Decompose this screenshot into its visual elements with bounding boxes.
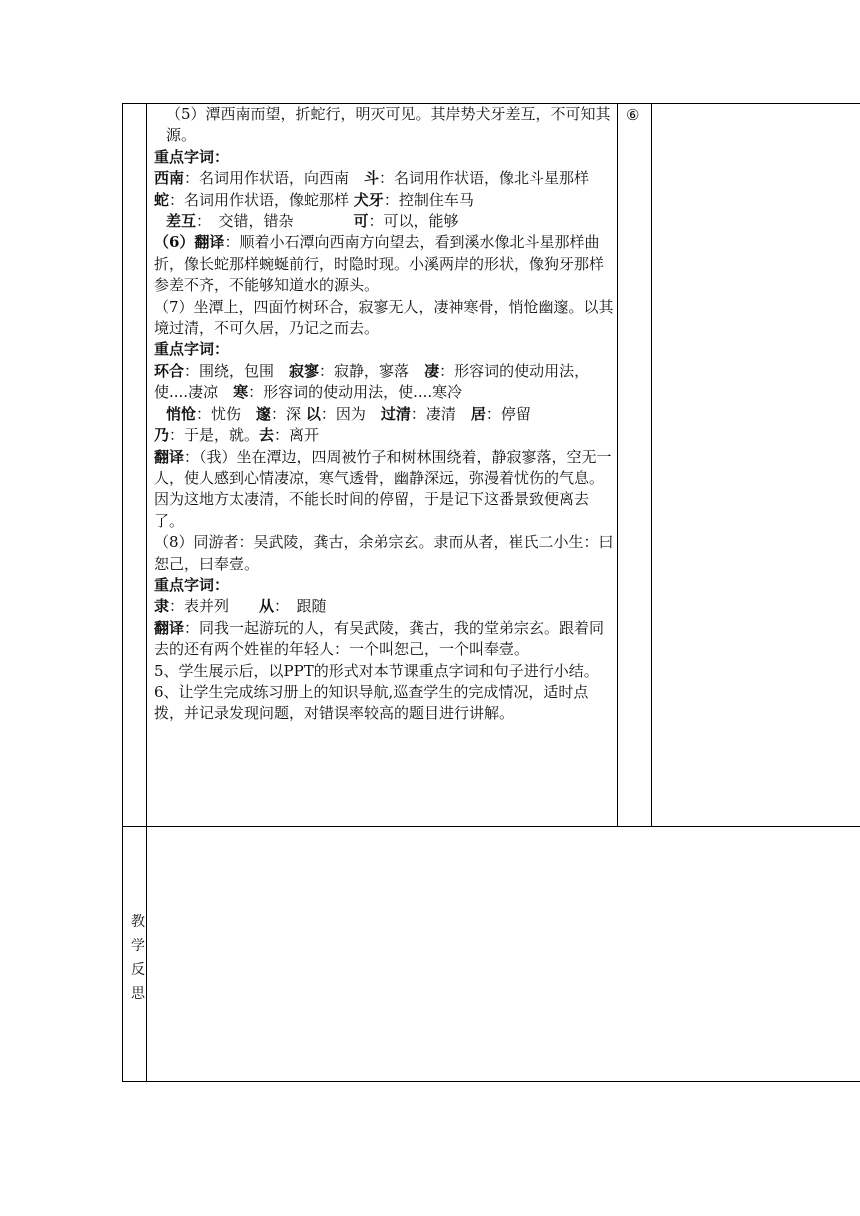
definition: ：围绕，包围 [184,361,290,380]
reflection-char: 思 [131,986,145,1002]
translation-label: 翻译 [154,618,185,637]
term: 可 [353,212,369,231]
definition: ：停留 [485,404,531,423]
definition: ：因为 [320,404,381,423]
column-divider-2 [617,103,618,826]
term: 隶 [154,597,170,616]
definition: ：深 [271,404,306,423]
passage-5: （5）潭西南而望，折蛇行，明灭可见。其岸势犬牙差互，不可知其源。 [166,105,611,145]
definition: ：名词用作状语，向西南 [184,169,365,188]
term: 乃 [154,426,170,445]
table-left-border [122,103,123,1081]
term: 去 [259,426,275,445]
term: 差互 [166,212,197,231]
key-words-line [154,361,616,404]
term: 凄 [424,361,440,380]
translation-label: 翻译 [154,447,185,466]
term: 环合 [154,361,185,380]
reflection-char: 反 [131,962,145,978]
step-5: 5、学生展示后，以PPT的形式对本节课重点字词和句子进行小结。 [154,661,599,680]
definition: ：离开 [274,426,320,445]
key-words-line [154,425,616,446]
definition: ：形容词的使动用法，使....寒冷 [248,383,463,402]
term: 斗 [364,169,380,188]
definition: ：名词用作状语，像北斗星那样 [379,169,590,188]
definition: ： 跟随 [274,597,327,616]
translation-text: ：（我）坐在潭边，四周被竹子和树林围绕着，静寂寥落，空无一人，使人感到心情凄凉，寒气透骨，幽静深远，弥漫着忧伤的气息。因为这地方太凄清，不能长时间的停留，于是记下这番景致便离去了。 [154,447,612,530]
term: 悄怆 [166,404,197,423]
passage-8: （8）同游者：吴武陵，龚古，余弟宗玄。隶而从者，崔氏二小生：曰恕己，曰奉壹。 [154,533,614,573]
table-bottom-border [122,1081,860,1082]
term: 从 [259,597,275,616]
definition: ：凄清 [410,404,471,423]
key-words-heading: 重点字词： [154,575,230,594]
row-divider [122,826,860,827]
translation-6 [154,232,616,296]
definition: ：忧伤 [196,404,257,423]
definition: ：表并列 [169,597,260,616]
term: 犬牙 [353,190,384,209]
definition: ：形容词的使动用法，使....凄凉 [154,361,590,402]
term: 寂寥 [289,361,320,380]
term: 西南 [154,169,185,188]
key-words-line [154,404,616,425]
teaching-reflection-label [130,910,146,1006]
key-words-heading: 重点字词： [154,147,230,166]
translation-text: ：同我一起游玩的人，有吴武陵，龚古，我的堂弟宗玄。跟着同去的还有两个姓崔的年轻人：一个叫恕己，一个叫奉壹。 [154,618,605,659]
term: 蛇 [154,190,170,209]
step-6: 6、让学生完成练习册上的知识导航,巡查学生的完成情况，适时点拨，并记录发现问题，对错误率较高的题目进行讲解。 [154,682,589,723]
term: 过清 [380,404,411,423]
translation-7 [154,447,616,533]
column-divider-3 [651,103,652,826]
definition: ：于是，就。 [169,426,260,445]
circled-number-marker: ⑥ [626,106,640,124]
key-words-heading: 重点字词： [154,340,230,359]
definition: ：可以，能够 [368,212,459,231]
key-words-line [154,596,616,617]
translation-8 [154,618,616,661]
passage-7: （7）坐潭上，四面竹树环合，寂寥无人，凄神寒骨，悄怆幽邃。以其境过清，不可久居，乃记之而去。 [154,297,614,338]
translation-label: （6）翻译 [154,233,225,252]
term: 寒 [233,383,249,402]
definition: ：名词用作状语，像蛇那样 [169,190,354,209]
term: 以 [305,404,321,423]
definition: ： 交错，错杂 [196,212,354,231]
reflection-char: 教 [131,914,145,930]
column-divider-1 [146,103,147,1081]
definition: ：寂静，寥落 [319,361,425,380]
reflection-char: 学 [131,938,145,954]
key-words-line [154,211,616,232]
translation-text: ：顺着小石潭向西南方向望去，看到溪水像北斗星那样曲折，像长蛇那样蜿蜒前行，时隐时现。小溪两岸的形状，像狗牙那样参差不齐，不能够知道水的源头。 [154,233,605,295]
lesson-content [154,104,616,725]
definition: ：控制住车马 [383,190,474,209]
term: 邃 [256,404,272,423]
key-words-line [154,168,616,211]
term: 居 [470,404,486,423]
